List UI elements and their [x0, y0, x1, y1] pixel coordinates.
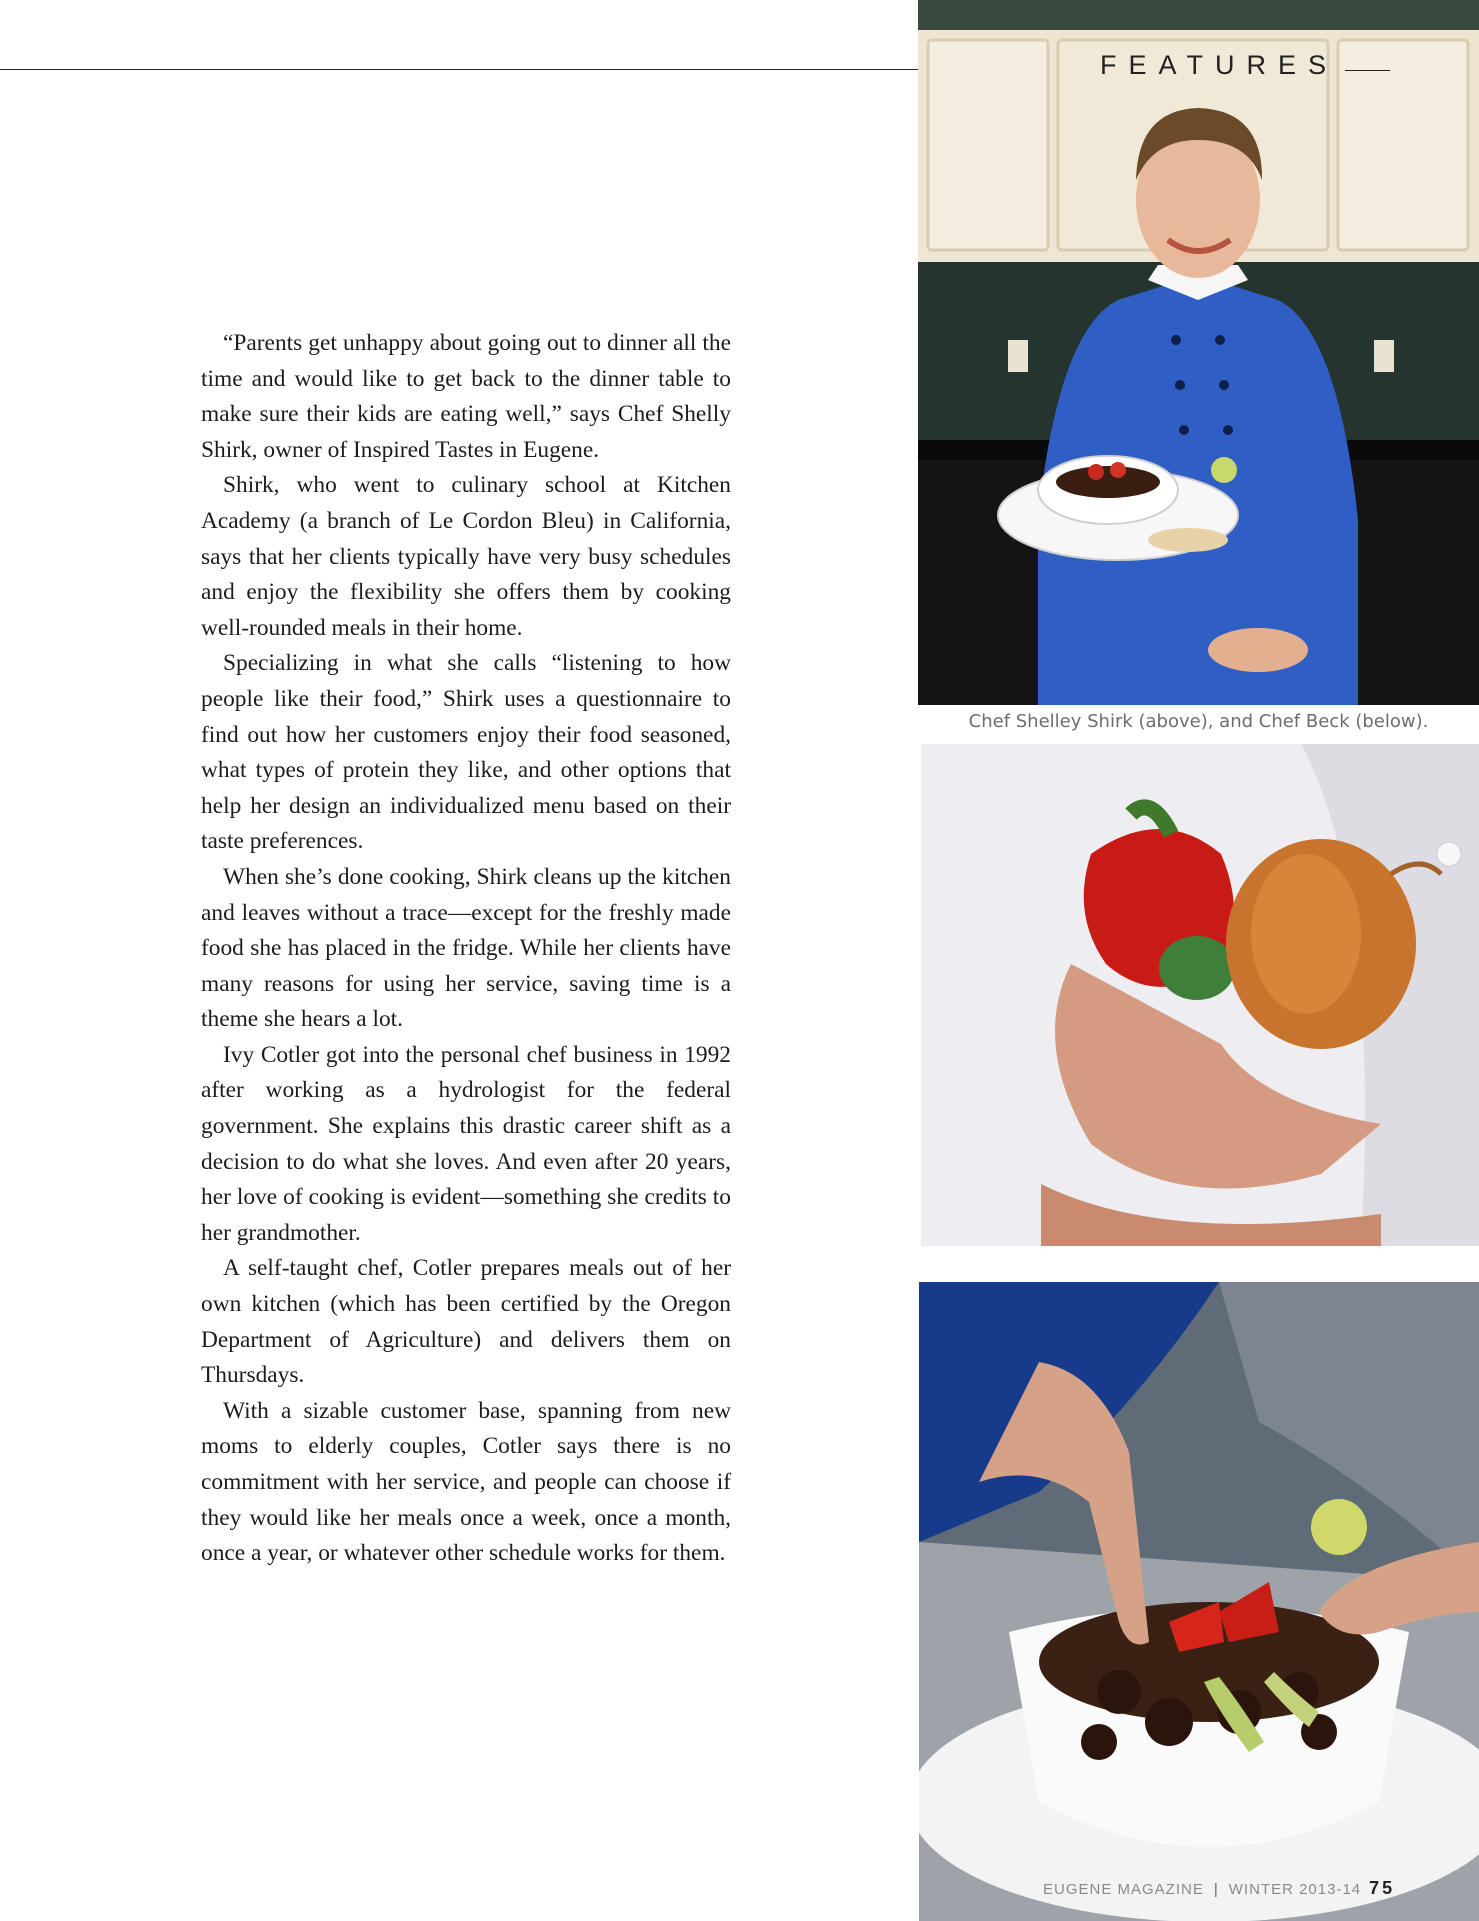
- footer-publication: EUGENE MAGAZINE: [1043, 1881, 1204, 1898]
- photo-caption: Chef Shelley Shirk (above), and Chef Beck (below).: [968, 711, 1429, 732]
- chef-portrait-photo: [918, 0, 1479, 705]
- footer-issue: WINTER 2013-14: [1228, 1881, 1362, 1898]
- article-paragraph: With a sizable customer base, spanning from new moms to elderly couples, Cotler says there is no commitment with her service, and people can choose if they would like her meals once a week, once a month, once a year, or whatever other schedule works for them.: [201, 1397, 731, 1567]
- garnishing-bowl-illustration: [919, 1282, 1479, 1921]
- article-paragraph: When she’s done cooking, Shirk cleans up the kitchen and leaves without a trace—except for the freshly made food she has placed in the fridge. While her clients have many reasons for using her service, saving time is a theme she hears a lot.: [201, 863, 731, 1033]
- header-rule-right: [1345, 70, 1390, 71]
- footer-separator: |: [1213, 1881, 1219, 1898]
- article-body: [201, 326, 731, 1572]
- article-paragraph: Specializing in what she calls “listening to how people like their food,” Shirk uses a questionnaire to find out how her customers enjoy their food seasoned, what types of protein they like, and other options that help her design an individualized menu based on their taste preferences.: [201, 650, 731, 855]
- header-rule-left: [0, 69, 1063, 70]
- page-number: 75: [1369, 1878, 1396, 1898]
- vegetables-illustration: [921, 744, 1479, 1246]
- vegetables-photo: [921, 744, 1479, 1246]
- article-paragraph: “Parents get unhappy about going out to dinner all the time and would like to get back to the dinner table to make sure their kids are eating well,” says Chef Shelly Shirk, owner of Inspired Tastes in Eugene.: [201, 330, 731, 463]
- garnishing-bowl-photo: [919, 1282, 1479, 1921]
- page-footer: [1043, 1878, 1395, 1899]
- article-paragraph: A self-taught chef, Cotler prepares meals out of her own kitchen (which has been certified by the Oregon Department of Agriculture) and delivers them on Thursdays.: [201, 1255, 731, 1389]
- section-label: FEATURES: [1100, 50, 1339, 80]
- chef-portrait-illustration: [918, 0, 1479, 705]
- article-paragraph: Shirk, who went to culinary school at Kitchen Academy (a branch of Le Cordon Bleu) in California, says that her clients typically have very busy schedules and enjoy the flexibility she offers them by cooking well-rounded meals in their home.: [201, 472, 731, 641]
- article-paragraph: Ivy Cotler got into the personal chef business in 1992 after working as a hydrologist for the federal government. She explains this drastic career shift as a decision to do what she loves. And even after 20 years, her love of cooking is evident—something she credits to her grandmother.: [201, 1041, 731, 1246]
